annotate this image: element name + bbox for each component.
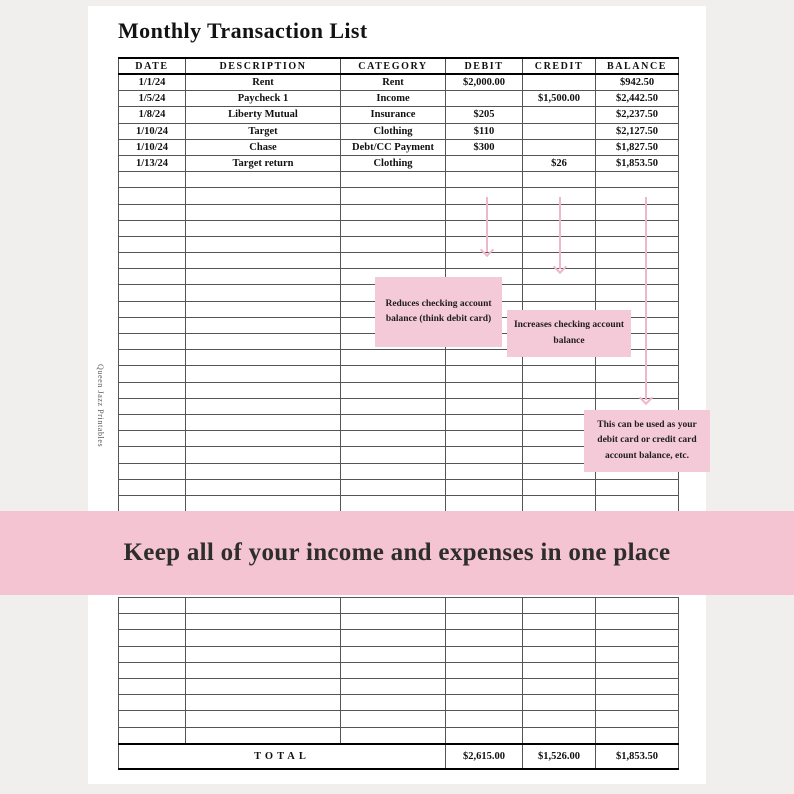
empty-row (119, 727, 679, 744)
empty-cell (446, 646, 523, 662)
empty-row (119, 236, 679, 252)
cell-balance: $2,127.50 (596, 123, 679, 139)
empty-cell (186, 431, 341, 447)
empty-row (119, 598, 679, 614)
banner (0, 511, 794, 595)
empty-cell (596, 188, 679, 204)
empty-cell (119, 695, 186, 711)
empty-cell (446, 366, 523, 382)
empty-cell (341, 727, 446, 744)
empty-rows-bottom (119, 598, 679, 744)
empty-row (119, 695, 679, 711)
empty-cell (446, 678, 523, 694)
empty-cell (341, 614, 446, 630)
empty-cell (446, 630, 523, 646)
col-header-debit: DEBIT (446, 58, 523, 74)
empty-cell (446, 382, 523, 398)
empty-cell (446, 711, 523, 727)
empty-cell (341, 646, 446, 662)
empty-cell (523, 172, 596, 188)
empty-cell (119, 172, 186, 188)
empty-cell (341, 431, 446, 447)
cell-debit: $205 (446, 107, 523, 123)
empty-cell (186, 695, 341, 711)
cell-description: Target return (186, 155, 341, 171)
empty-cell (596, 382, 679, 398)
empty-cell (186, 447, 341, 463)
empty-cell (186, 204, 341, 220)
empty-cell (446, 414, 523, 430)
empty-cell (341, 188, 446, 204)
empty-cell (119, 236, 186, 252)
empty-cell (446, 695, 523, 711)
cell-debit (446, 155, 523, 171)
empty-row (119, 630, 679, 646)
empty-cell (341, 414, 446, 430)
empty-cell (523, 366, 596, 382)
cell-credit: $1,500.00 (523, 91, 596, 107)
empty-cell (119, 350, 186, 366)
cell-date: 1/10/24 (119, 139, 186, 155)
transaction-table-bottom (118, 597, 679, 770)
cell-date: 1/13/24 (119, 155, 186, 171)
empty-row (119, 646, 679, 662)
empty-cell (186, 301, 341, 317)
empty-cell (119, 463, 186, 479)
cell-debit (446, 91, 523, 107)
empty-cell (341, 366, 446, 382)
empty-cell (596, 614, 679, 630)
col-header-description: DESCRIPTION (186, 58, 341, 74)
empty-cell (186, 678, 341, 694)
empty-cell (119, 495, 186, 511)
empty-cell (446, 598, 523, 614)
empty-cell (119, 334, 186, 350)
empty-cell (446, 220, 523, 236)
cell-category: Debt/CC Payment (341, 139, 446, 155)
empty-cell (446, 662, 523, 678)
empty-row (119, 382, 679, 398)
empty-cell (596, 172, 679, 188)
empty-cell (341, 253, 446, 269)
empty-cell (341, 398, 446, 414)
cell-balance: $1,853.50 (596, 155, 679, 171)
empty-cell (596, 598, 679, 614)
empty-cell (446, 614, 523, 630)
transaction-row (119, 91, 679, 107)
empty-cell (186, 382, 341, 398)
transaction-row (119, 155, 679, 171)
empty-cell (446, 204, 523, 220)
empty-cell (596, 285, 679, 301)
empty-cell (186, 711, 341, 727)
empty-cell (446, 727, 523, 744)
empty-cell (186, 662, 341, 678)
transaction-row (119, 74, 679, 91)
empty-cell (186, 317, 341, 333)
cell-category: Income (341, 91, 446, 107)
empty-cell (119, 285, 186, 301)
watermark-text: Queen Jazz Printables (96, 364, 105, 448)
empty-cell (119, 220, 186, 236)
empty-cell (523, 630, 596, 646)
empty-cell (523, 678, 596, 694)
empty-cell (446, 431, 523, 447)
empty-cell (596, 646, 679, 662)
empty-cell (341, 662, 446, 678)
empty-cell (186, 334, 341, 350)
empty-row (119, 711, 679, 727)
empty-cell (596, 220, 679, 236)
cell-debit: $2,000.00 (446, 74, 523, 91)
empty-cell (596, 695, 679, 711)
empty-cell (596, 479, 679, 495)
callout-credit-note: Increases checking account balance (507, 310, 631, 357)
empty-cell (523, 711, 596, 727)
empty-row (119, 614, 679, 630)
empty-cell (186, 479, 341, 495)
empty-cell (186, 598, 341, 614)
banner-text: Keep all of your income and expenses in one place (123, 539, 671, 566)
empty-cell (186, 285, 341, 301)
cell-description: Chase (186, 139, 341, 155)
empty-cell (596, 711, 679, 727)
empty-cell (523, 695, 596, 711)
empty-cell (186, 188, 341, 204)
total-balance: $1,853.50 (596, 744, 679, 769)
empty-cell (341, 678, 446, 694)
empty-row (119, 204, 679, 220)
empty-row (119, 188, 679, 204)
empty-cell (119, 598, 186, 614)
empty-cell (186, 172, 341, 188)
empty-cell (341, 220, 446, 236)
empty-cell (341, 695, 446, 711)
cell-credit (523, 107, 596, 123)
col-header-date: DATE (119, 58, 186, 74)
empty-cell (341, 382, 446, 398)
filled-transaction-rows (119, 74, 679, 172)
empty-cell (186, 495, 341, 511)
empty-cell (186, 220, 341, 236)
empty-cell (119, 662, 186, 678)
empty-cell (186, 236, 341, 252)
empty-cell (596, 727, 679, 744)
cell-date: 1/8/24 (119, 107, 186, 123)
total-row (119, 744, 679, 769)
cell-category: Rent (341, 74, 446, 91)
cell-balance: $1,827.50 (596, 139, 679, 155)
cell-balance: $2,442.50 (596, 91, 679, 107)
cell-category: Clothing (341, 123, 446, 139)
empty-cell (186, 253, 341, 269)
empty-cell (341, 598, 446, 614)
col-header-balance: BALANCE (596, 58, 679, 74)
cell-category: Insurance (341, 107, 446, 123)
cell-date: 1/1/24 (119, 74, 186, 91)
total-label: TOTAL (119, 744, 446, 769)
empty-cell (119, 366, 186, 382)
empty-row (119, 366, 679, 382)
empty-cell (523, 646, 596, 662)
empty-cell (523, 495, 596, 511)
empty-cell (596, 662, 679, 678)
empty-cell (596, 204, 679, 220)
empty-cell (119, 711, 186, 727)
empty-cell (119, 447, 186, 463)
empty-cell (186, 727, 341, 744)
empty-cell (186, 350, 341, 366)
empty-cell (341, 630, 446, 646)
empty-cell (186, 366, 341, 382)
cell-description: Rent (186, 74, 341, 91)
empty-cell (341, 350, 446, 366)
empty-cell (119, 414, 186, 430)
callout-balance-note: This can be used as your debit card or credit card account balance, etc. (584, 410, 710, 472)
total-credit: $1,526.00 (523, 744, 596, 769)
empty-row (119, 253, 679, 269)
empty-cell (119, 630, 186, 646)
empty-cell (186, 646, 341, 662)
empty-cell (119, 479, 186, 495)
credit-arrow (559, 197, 561, 269)
empty-cell (119, 646, 186, 662)
empty-cell (446, 398, 523, 414)
empty-cell (523, 285, 596, 301)
empty-cell (119, 398, 186, 414)
empty-cell (596, 253, 679, 269)
empty-cell (119, 204, 186, 220)
cell-date: 1/5/24 (119, 91, 186, 107)
empty-cell (446, 463, 523, 479)
empty-cell (186, 630, 341, 646)
empty-cell (523, 479, 596, 495)
cell-date: 1/10/24 (119, 123, 186, 139)
col-header-category: CATEGORY (341, 58, 446, 74)
cell-debit: $300 (446, 139, 523, 155)
empty-cell (341, 172, 446, 188)
cell-credit (523, 123, 596, 139)
transaction-row (119, 123, 679, 139)
cell-debit: $110 (446, 123, 523, 139)
empty-cell (186, 269, 341, 285)
empty-cell (596, 630, 679, 646)
empty-row (119, 220, 679, 236)
cell-description: Paycheck 1 (186, 91, 341, 107)
empty-row (119, 172, 679, 188)
empty-cell (186, 614, 341, 630)
empty-cell (446, 172, 523, 188)
callout-debit-note: Reduces checking account balance (think debit card) (375, 277, 502, 347)
cell-category: Clothing (341, 155, 446, 171)
empty-cell (119, 727, 186, 744)
empty-cell (341, 236, 446, 252)
total-debit: $2,615.00 (446, 744, 523, 769)
empty-cell (119, 431, 186, 447)
empty-cell (596, 495, 679, 511)
empty-cell (596, 236, 679, 252)
empty-cell (596, 678, 679, 694)
empty-row (119, 662, 679, 678)
empty-cell (446, 479, 523, 495)
balance-arrow (645, 197, 647, 400)
empty-cell (446, 188, 523, 204)
cell-description: Liberty Mutual (186, 107, 341, 123)
empty-cell (119, 614, 186, 630)
empty-cell (341, 495, 446, 511)
empty-row (119, 678, 679, 694)
empty-cell (523, 727, 596, 744)
empty-cell (186, 398, 341, 414)
col-header-credit: CREDIT (523, 58, 596, 74)
printable-page (88, 6, 706, 784)
empty-cell (596, 269, 679, 285)
empty-cell (341, 479, 446, 495)
empty-cell (446, 495, 523, 511)
cell-balance: $942.50 (596, 74, 679, 91)
empty-cell (341, 711, 446, 727)
empty-cell (119, 317, 186, 333)
empty-cell (341, 447, 446, 463)
empty-cell (119, 678, 186, 694)
cell-credit (523, 139, 596, 155)
empty-row (119, 479, 679, 495)
empty-cell (523, 382, 596, 398)
cell-credit: $26 (523, 155, 596, 171)
empty-cell (186, 463, 341, 479)
empty-cell (119, 269, 186, 285)
empty-cell (523, 662, 596, 678)
empty-cell (523, 614, 596, 630)
transaction-row (119, 107, 679, 123)
empty-cell (119, 382, 186, 398)
empty-cell (119, 188, 186, 204)
table-header-row (119, 58, 679, 74)
empty-cell (119, 253, 186, 269)
empty-cell (119, 301, 186, 317)
cell-credit (523, 74, 596, 91)
cell-description: Target (186, 123, 341, 139)
empty-cell (341, 463, 446, 479)
empty-cell (446, 447, 523, 463)
page-title: Monthly Transaction List (118, 18, 368, 43)
empty-cell (186, 414, 341, 430)
empty-cell (596, 366, 679, 382)
transaction-row (119, 139, 679, 155)
empty-row (119, 495, 679, 511)
debit-arrow (486, 197, 488, 252)
cell-balance: $2,237.50 (596, 107, 679, 123)
empty-cell (523, 598, 596, 614)
empty-cell (341, 204, 446, 220)
